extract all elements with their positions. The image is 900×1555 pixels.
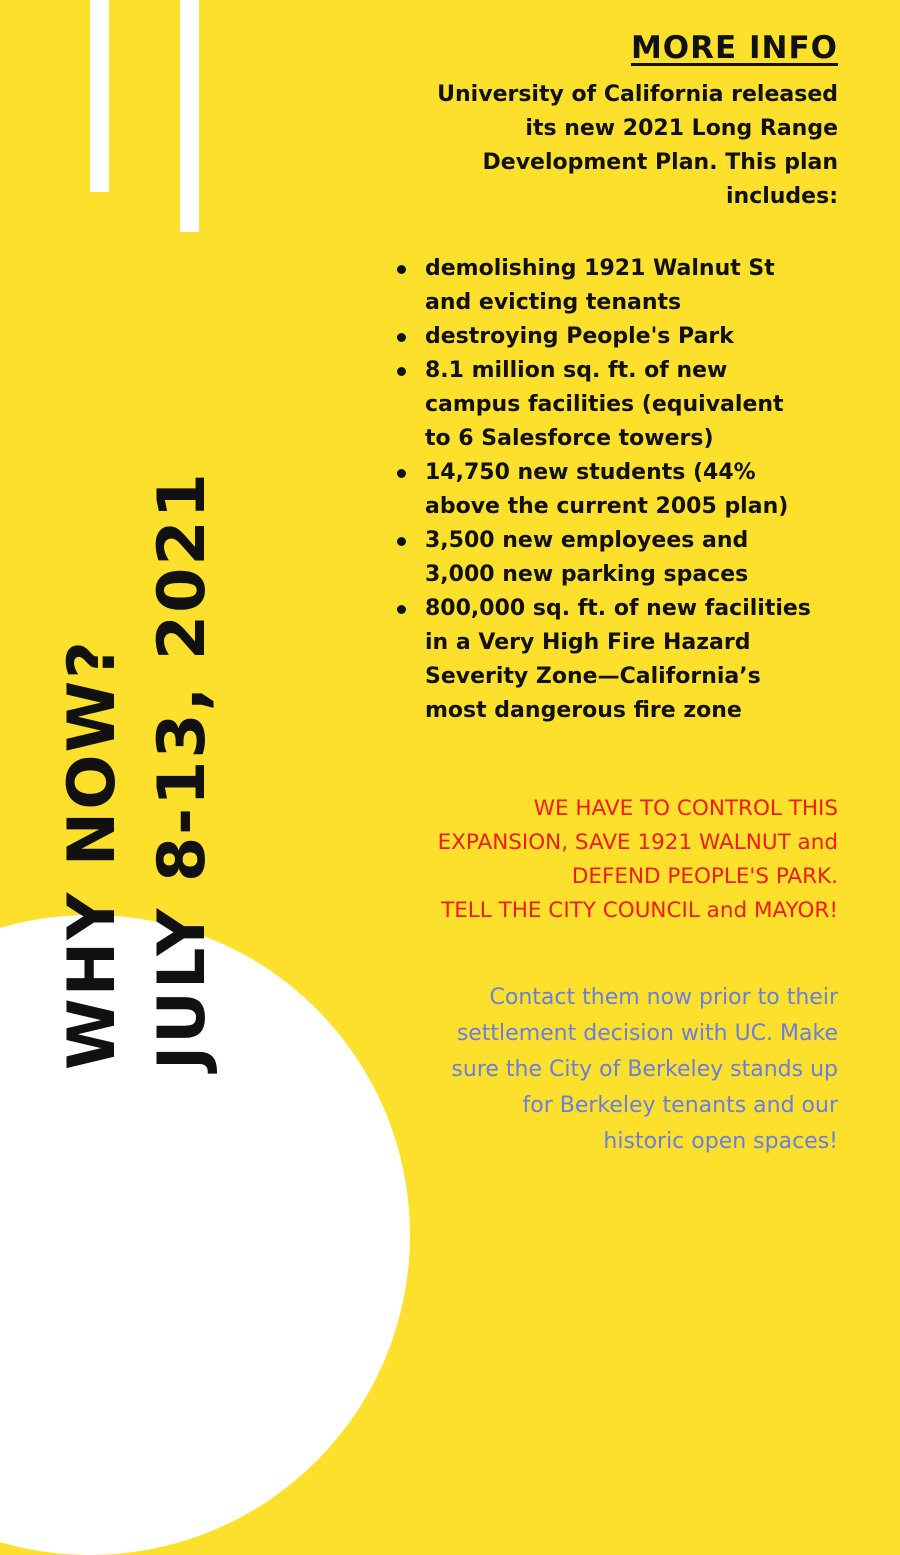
bullet-line: 3,500 new employees and [425,528,749,553]
contact-line: Contact them now prior to their [489,985,838,1010]
intro-line: its new 2021 Long Range [525,116,838,141]
bullet-line: demolishing 1921 Walnut St [425,256,775,281]
bullet-item [395,524,830,592]
side-title-why-now: WHY NOW? [55,639,130,1070]
plan-bullet-list [395,252,830,728]
call-to-action [318,792,838,928]
contact-message [318,980,838,1160]
callout-line: WE HAVE TO CONTROL THIS [533,796,838,821]
contact-line: sure the City of Berkeley stands up [451,1057,838,1082]
bullet-line: 3,000 new parking spaces [425,562,749,587]
decorative-stripe-right [180,0,199,232]
bullet-line: 800,000 sq. ft. of new facilities [425,596,811,621]
callout-line: EXPANSION, SAVE 1921 WALNUT and [437,830,838,855]
bullet-item [395,592,830,728]
decorative-stripe-left [90,0,109,192]
bullet-line: above the current 2005 plan) [425,494,789,519]
contact-line: for Berkeley tenants and our [522,1093,838,1118]
callout-line: TELL THE CITY COUNCIL and MAYOR! [441,898,838,923]
more-info-heading: MORE INFO [630,30,838,66]
intro-line: Development Plan. This plan [482,150,838,175]
bullet-line: most dangerous fire zone [425,698,742,723]
intro-line: University of California released [437,82,838,107]
bullet-line: 14,750 new students (44% [425,460,756,485]
bullet-line: campus facilities (equivalent [425,392,784,417]
intro-paragraph [368,78,838,214]
contact-line: settlement decision with UC. Make [456,1021,838,1046]
contact-line: historic open spaces! [603,1129,838,1154]
intro-line: includes: [725,184,838,209]
bullet-line: destroying People's Park [425,324,734,349]
bullet-item [395,320,830,354]
callout-line: DEFEND PEOPLE'S PARK. [571,864,838,889]
bullet-item [395,456,830,524]
bullet-line: and evicting tenants [425,290,682,315]
bullet-item [395,252,830,320]
bullet-line: 8.1 million sq. ft. of new [425,358,728,383]
info-panel [368,30,838,728]
bullet-item [395,354,830,456]
bullet-line: Severity Zone—California’s [425,664,761,689]
bullet-line: to 6 Salesforce towers) [425,426,714,451]
side-title-dates: JULY 8-13, 2021 [145,471,220,1070]
bullet-line: in a Very High Fire Hazard [425,630,751,655]
